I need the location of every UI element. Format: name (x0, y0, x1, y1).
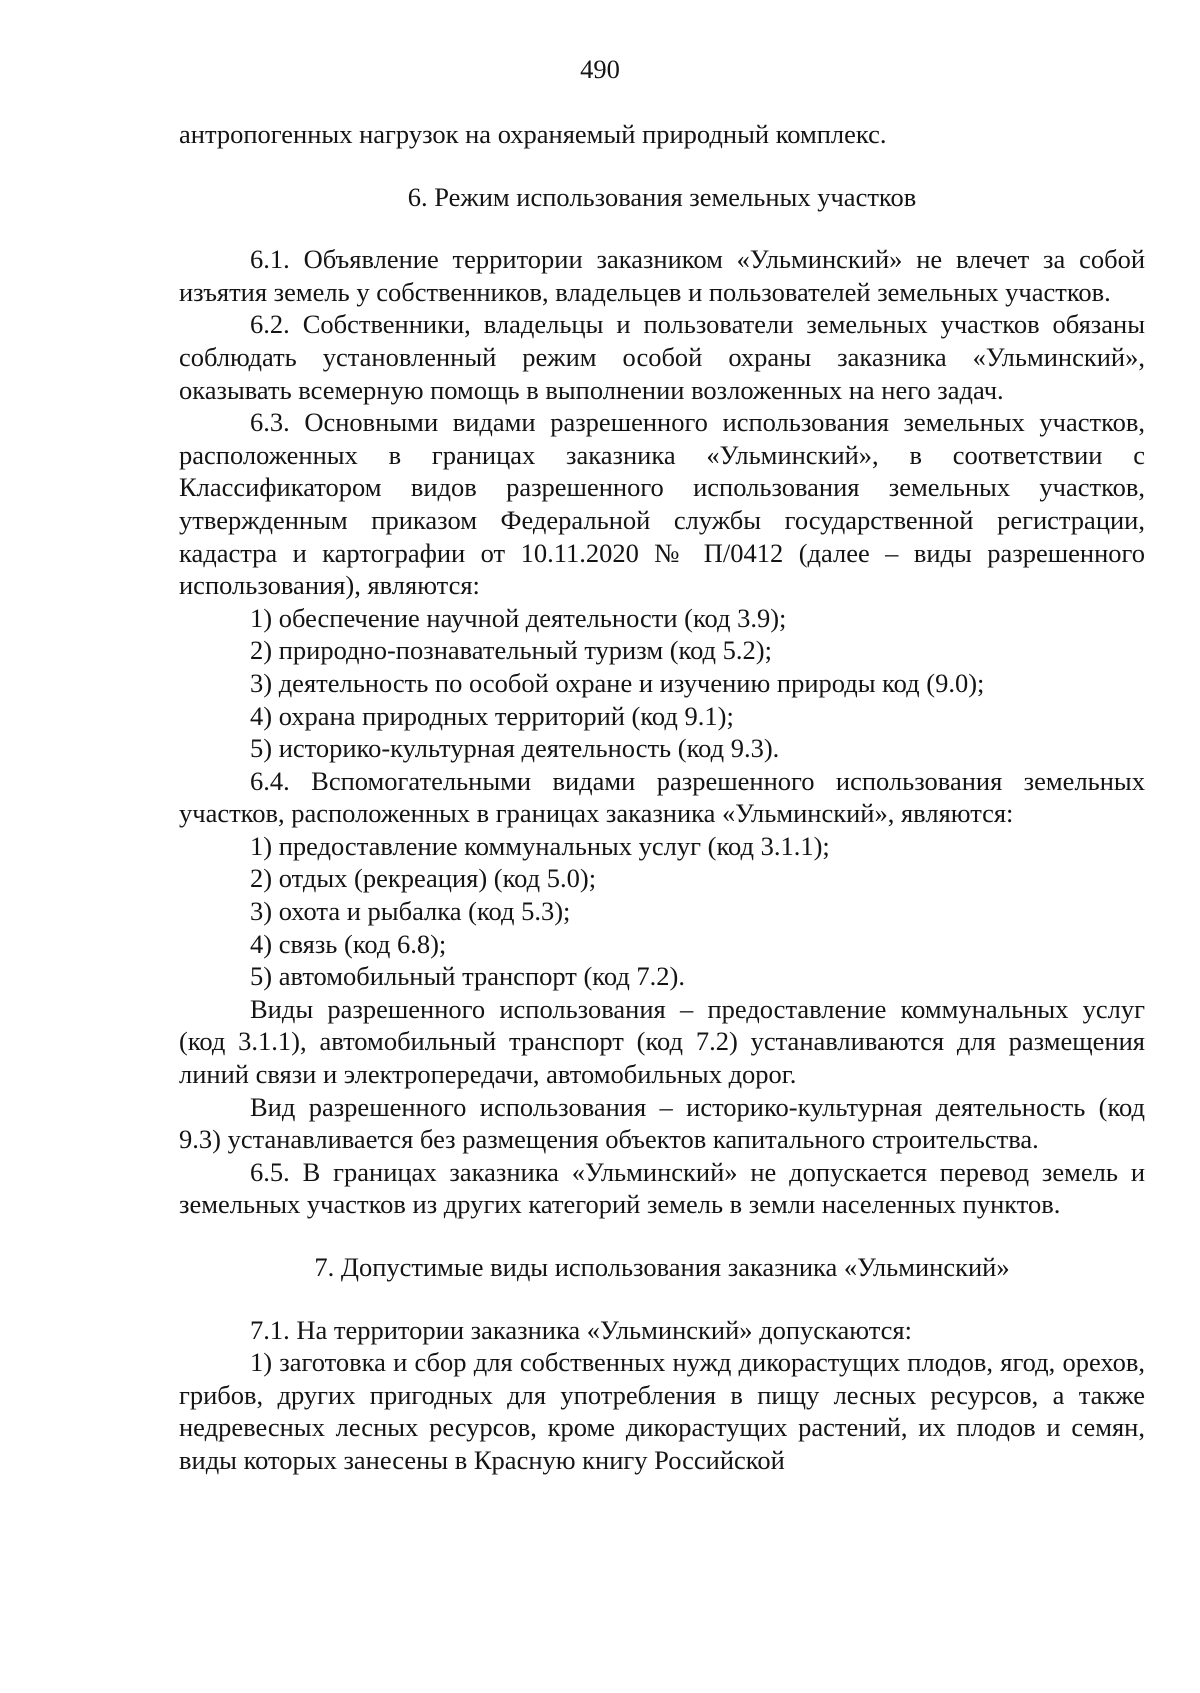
list-item: 1) предоставление коммунальных услуг (код 3.1.1); (250, 830, 830, 861)
list-item: 4) связь (код 6.8); (250, 928, 447, 959)
paragraph-6-1: 6.1. Объявление территории заказником «Ульминский» не влечет за собой изъятия земель у собственников, владельцев и пользователей земельных участков. (179, 244, 1145, 307)
page-number: 490 (580, 54, 620, 84)
list-item: 3) деятельность по особой охране и изучению природы код (9.0); (250, 667, 985, 698)
paragraph-6-4: 6.4. Вспомогательными видами разрешенного использования земельных участков, расположенных в границах заказника «Ульминский», являются: (179, 765, 1145, 829)
paragraph-7-1: 7.1. На территории заказника «Ульминский» допускаются: (250, 1314, 912, 1345)
paragraph: Виды разрешенного использования – предоставление коммунальных услуг (код 3.1.1), автомобильный транспорт (код 7.2) устанавливаются для размещения линий связи и электропередачи, автомобильных дорог. (179, 993, 1145, 1090)
list-item: 2) природно-познавательный туризм (код 5.2); (250, 635, 772, 666)
list-item: 4) охрана природных территорий (код 9.1); (250, 700, 734, 731)
document-body (179, 118, 1145, 1477)
paragraph: Вид разрешенного использования – историко-культурная деятельность (код 9.3) устанавливается без размещения объектов капитального строительства. (179, 1091, 1145, 1155)
section-heading-6: 6. Режим использования земельных участков (407, 181, 917, 212)
paragraph: 1) заготовка и сбор для собственных нужд дикорастущих плодов, ягод, орехов, грибов, других пригодных для употребления в пищу лесных ресурсов, а также недревесных лесных ресурсов, кроме дикорастущих растений, их плодов и семян, виды которых занесены в Красную книгу Российской (179, 1347, 1145, 1475)
paragraph-6-3: 6.3. Основными видами разрешенного использования земельных участков, расположенных в границах заказника «Ульминский», в соответствии с Классификатором видов разрешенного использования земельных участков, утвержденным приказом Федеральной службы государственной регистрации, кадастра и картографии от 10.11.2020 № П/0412 (далее – виды разрешенного использования), являются: (179, 407, 1145, 601)
paragraph-6-2: 6.2. Собственники, владельцы и пользователи земельных участков обязаны соблюдать установленный режим особой охраны заказника «Ульминский», оказывать всемерную помощь в выполнении возложенных на него задач. (179, 309, 1145, 405)
paragraph: антропогенных нагрузок на охраняемый природный комплекс. (179, 119, 887, 149)
list-item: 3) охота и рыбалка (код 5.3); (250, 896, 571, 927)
list-item: 5) историко-культурная деятельность (код 9.3). (250, 733, 780, 764)
list-item: 2) отдых (рекреация) (код 5.0); (250, 863, 597, 894)
list-item: 5) автомобильный транспорт (код 7.2). (250, 961, 685, 992)
section-heading-7: 7. Допустимые виды использования заказника «Ульминский» (314, 1252, 1010, 1282)
list-item: 1) обеспечение научной деятельности (код 3.9); (250, 602, 787, 633)
paragraph-6-5: 6.5. В границах заказника «Ульминский» не допускается перевод земель и земельных участков из других категорий земель в земли населенных пунктов. (179, 1156, 1145, 1220)
